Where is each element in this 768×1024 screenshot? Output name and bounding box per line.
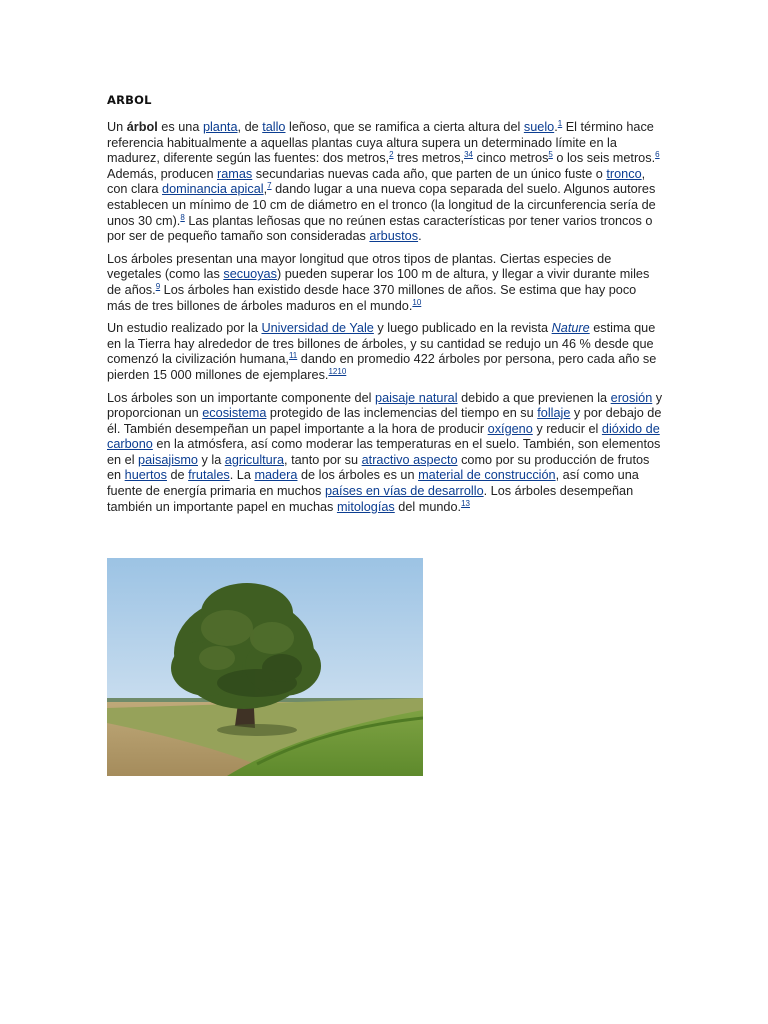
link-mitologias[interactable]: mitologías [336, 499, 395, 514]
ref-link[interactable]: 7 [267, 181, 272, 191]
paragraph-3 [107, 321, 663, 383]
link-paisaje-natural[interactable]: paisaje natural [375, 390, 458, 405]
text: debido a que previenen la [457, 390, 611, 405]
text: y reducir el [532, 421, 602, 436]
ref-link[interactable]: 9 [155, 281, 161, 291]
text: , tanto por su [284, 452, 362, 467]
link-planta[interactable]: planta [202, 120, 238, 134]
paragraph-4 [107, 391, 663, 516]
text: . La [229, 468, 255, 483]
text: Las plantas leñosas que no reúnen estas características por tener varios troncos o por ser de pequeño tamaño son consideradas [107, 213, 653, 244]
link-atractivo-aspecto[interactable]: atractivo aspecto [361, 452, 458, 467]
text: de los árboles es un [297, 468, 419, 483]
link-huertos[interactable]: huertos [124, 468, 167, 483]
link-paises-en-vias-de-desarrollo[interactable]: países en vías de desarrollo [324, 484, 484, 499]
page-title: ARBOL [107, 93, 152, 107]
ref-link[interactable]: 6 [655, 150, 660, 160]
link-tronco[interactable]: tronco [606, 166, 642, 181]
link-secuoyas[interactable]: secuoyas [223, 267, 277, 282]
text: Un estudio realizado por la [107, 321, 262, 336]
tree-shadow [217, 724, 297, 736]
link-frutales[interactable]: frutales [188, 468, 230, 483]
text: . Los árboles desempeñan también un importante papel en muchas [107, 484, 634, 514]
text: Los árboles son un importante componente del [107, 390, 376, 405]
text: y proporcionan un [107, 390, 663, 421]
ref-link[interactable]: 13 [461, 498, 470, 508]
link-arbustos[interactable]: arbustos [369, 229, 419, 244]
text: . [418, 229, 422, 244]
text: , [263, 182, 268, 197]
text: y luego publicado en la revista [373, 321, 552, 336]
text: ) pueden superar los 100 m de altura, y llegar a vivir durante miles de años. [107, 267, 650, 297]
text: dando lugar a una nueva copa separada del suelo. Algunos autores establecen un mínimo de 10 cm de diámetro en el tronco (la longitud de la circunferencia sería de unos 30 cm). [107, 182, 656, 228]
link-ramas[interactable]: ramas [217, 166, 253, 181]
text: , con clara [107, 166, 646, 197]
link-material-de-construccion[interactable]: material de construcción [418, 468, 556, 483]
link-suelo[interactable]: suelo [523, 120, 555, 134]
text: leñoso, que se ramifica a cierta altura del [285, 120, 524, 134]
link-oxigeno[interactable]: oxígeno [487, 421, 533, 436]
link-dominancia-apical[interactable]: dominancia apical [162, 182, 264, 197]
link-erosion[interactable]: erosión [610, 390, 653, 405]
tree-photo [107, 558, 423, 776]
bold-term: árbol [126, 120, 158, 134]
text: secundarias nuevas cada año, que parten de un único fuste o [252, 166, 607, 181]
ref-link[interactable]: 10 [412, 297, 422, 307]
ref-link[interactable]: 5 [548, 150, 553, 160]
text: , así como una fuente de energía primaria en muchos [107, 468, 639, 499]
ref-link[interactable]: 1 [557, 119, 563, 128]
paragraph-1 [107, 120, 663, 245]
text: como por su producción de frutos en [107, 452, 650, 483]
ref-link[interactable]: 2 [389, 150, 394, 160]
text: dando en promedio 422 árboles por persona, pero cada año se pierden 15 000 millones de ejemplares. [107, 352, 657, 382]
link-nature[interactable]: Nature [551, 321, 590, 336]
link-madera[interactable]: madera [254, 468, 298, 483]
ref-link[interactable]: 34 [464, 150, 473, 160]
link-follaje[interactable]: follaje [537, 406, 571, 421]
text: Los árboles presentan una mayor longitud que otros tipos de plantas. Ciertas especies de vegetales (como las [107, 251, 612, 282]
ref-link[interactable]: 11 [288, 351, 298, 361]
text: y la [197, 452, 225, 467]
ref-link[interactable]: 8 [180, 212, 185, 222]
text: en la atmósfera, así como moderar las temperaturas en el suelo. También, son elementos en el [107, 437, 661, 467]
text: cinco metros [472, 151, 549, 166]
text: del mundo. [394, 499, 462, 514]
text: de [166, 468, 189, 483]
text: es una [157, 120, 203, 134]
text: , de [237, 120, 263, 134]
text: El término hace referencia habitualmente a aquellas plantas cuya altura supera un determinado límite en la madurez, diferente según las fuentes: dos metros, [107, 120, 654, 166]
link-dioxido-de-carbono[interactable]: dióxido de carbono [107, 421, 660, 452]
text: Además, producen [107, 166, 218, 181]
paragraph-2 [107, 252, 663, 314]
link-agricultura[interactable]: agricultura [224, 452, 285, 467]
text: y por debajo de él. También desempeñan un papel importante a la hora de producir [107, 406, 662, 436]
link-tallo[interactable]: tallo [262, 120, 286, 134]
article-body [107, 120, 663, 522]
link-paisajismo[interactable]: paisajismo [138, 452, 198, 467]
text: o los seis metros. [552, 151, 656, 166]
ref-link[interactable]: 1210 [328, 366, 347, 376]
link-ecosistema[interactable]: ecosistema [202, 406, 267, 421]
text: Los árboles han existido desde hace 370 millones de años. Se estima que hay poco más de tres billones de árboles maduros en el mundo. [107, 282, 637, 313]
text: tres metros, [393, 151, 465, 166]
text: . [554, 120, 558, 134]
link-universidad-yale[interactable]: Universidad de Yale [261, 321, 374, 336]
text: estima que en la Tierra hay alrededor de tres billones de árboles, y su cantidad se redujo un 46 % desde que comenzó la civilización humana, [107, 321, 656, 367]
text: Un [107, 120, 127, 134]
text: protegido de las inclemencias del tiempo en su [266, 406, 538, 421]
